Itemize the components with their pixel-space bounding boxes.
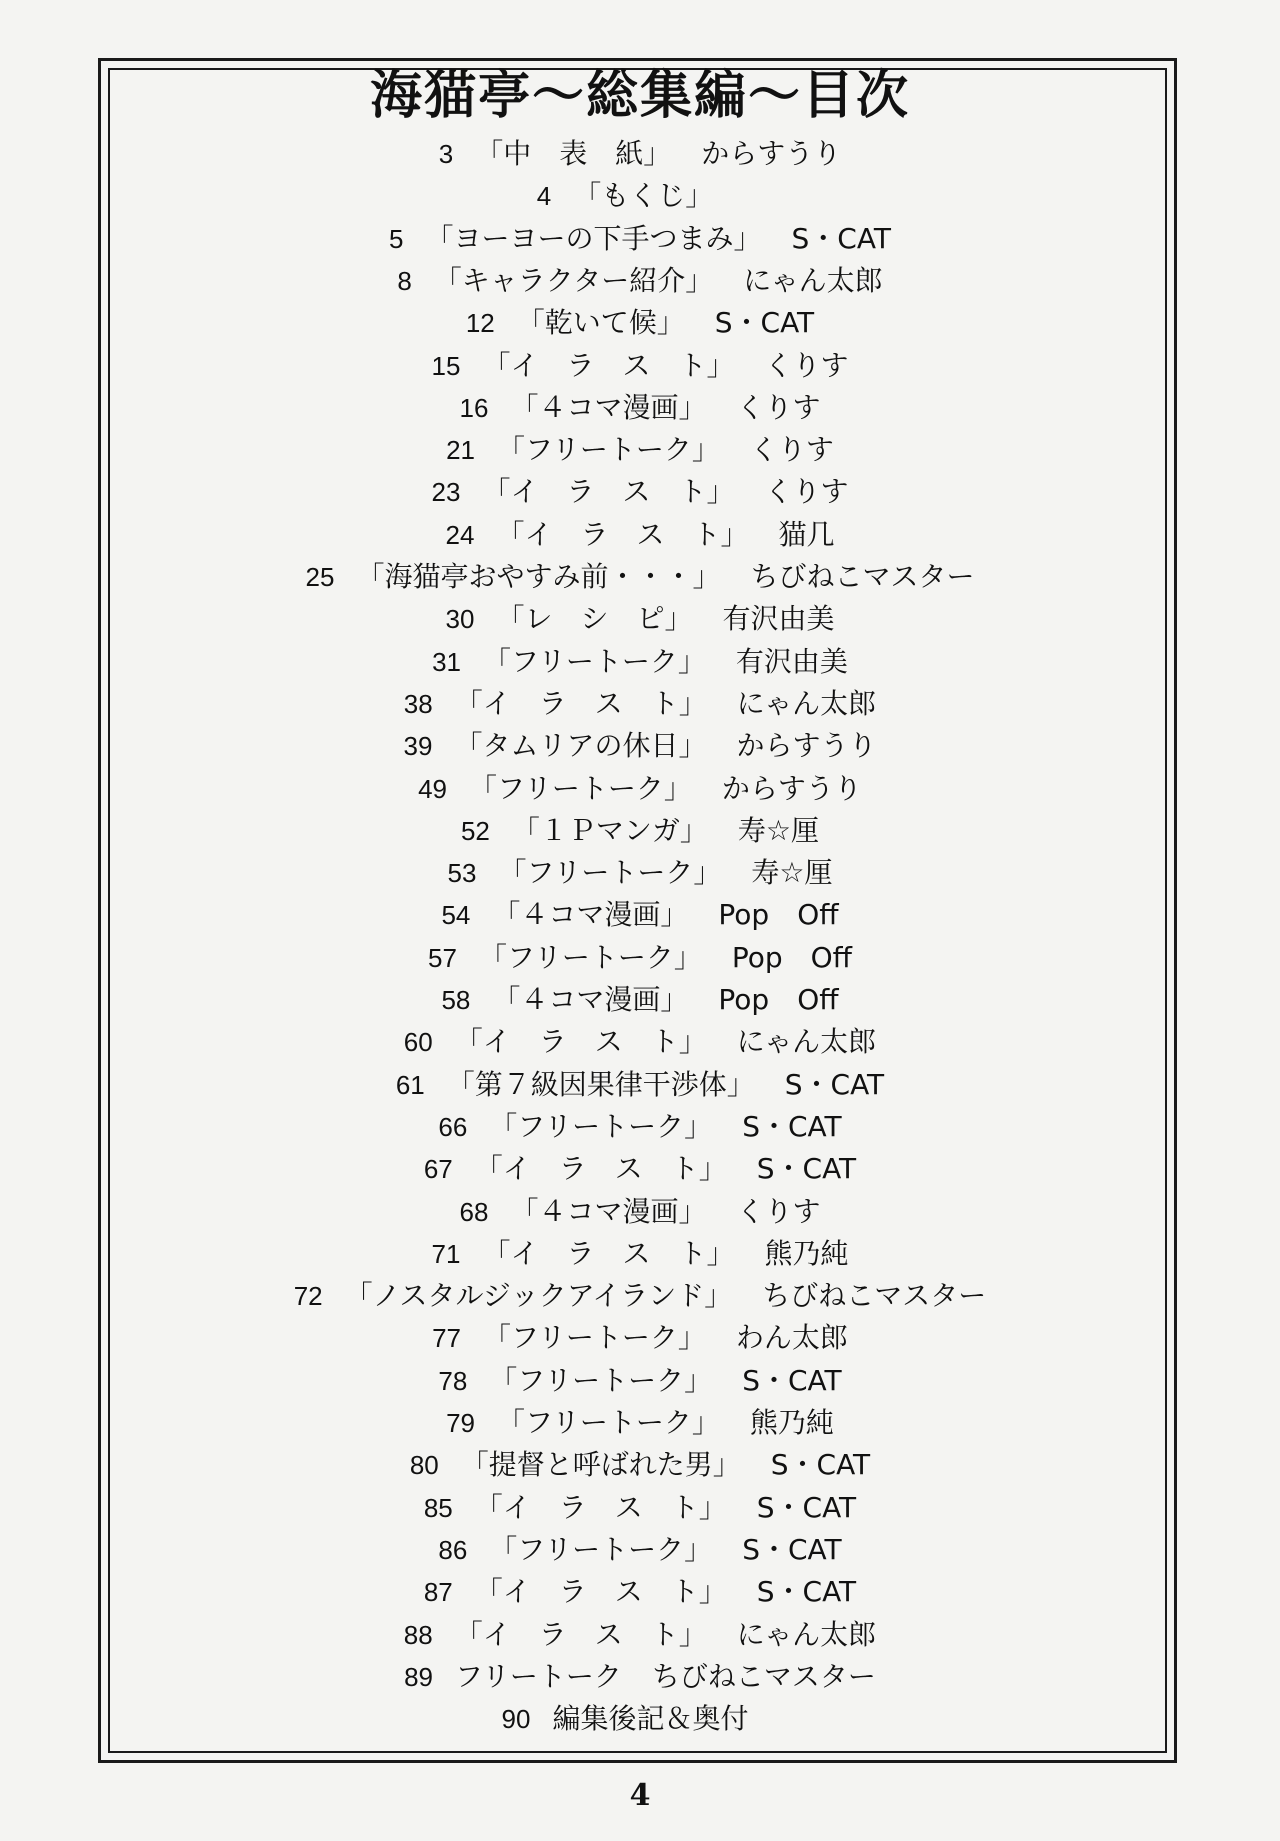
toc-entry bbox=[0, 856, 1280, 890]
toc-entry bbox=[0, 306, 1280, 340]
toc-entry bbox=[0, 644, 1280, 678]
toc-page-number: 25 bbox=[305, 562, 335, 592]
toc-author: くりす bbox=[736, 390, 821, 424]
toc-entry bbox=[0, 898, 1280, 932]
toc-page-number: 78 bbox=[438, 1365, 468, 1396]
toc-author: S・CAT bbox=[756, 1152, 857, 1186]
toc-entry bbox=[0, 390, 1280, 424]
toc-entry bbox=[0, 475, 1280, 509]
toc-page-number: 16 bbox=[459, 392, 489, 423]
toc-page-number: 68 bbox=[459, 1196, 489, 1227]
toc-title: 「海猫亭おやすみ前・・・」 bbox=[356, 560, 721, 593]
toc-author: S・CAT bbox=[756, 1575, 857, 1609]
toc-page-number: 53 bbox=[447, 858, 477, 889]
toc-page-number: 66 bbox=[438, 1111, 468, 1142]
toc-author: にゃん太郎 bbox=[736, 1025, 877, 1059]
toc-page-number: 79 bbox=[446, 1408, 475, 1438]
toc-author: にゃん太郎 bbox=[743, 263, 883, 297]
toc-author: Pop Off bbox=[731, 940, 852, 974]
toc-entry bbox=[0, 983, 1280, 1016]
toc-title: 「ヨーヨーの下手つまみ」 bbox=[425, 221, 762, 255]
toc-title: 「レ シ ピ」 bbox=[496, 602, 693, 636]
toc-entry bbox=[0, 1025, 1280, 1059]
toc-page-number: 54 bbox=[441, 900, 471, 931]
toc-author: 猫几 bbox=[778, 517, 835, 551]
toc-entry bbox=[0, 1363, 1280, 1397]
toc-page-number: 60 bbox=[403, 1027, 433, 1058]
page-title: 海猫亭～総集編～目次 bbox=[369, 65, 910, 126]
toc-author: からすうり bbox=[701, 137, 842, 170]
toc-page-number: 39 bbox=[403, 731, 433, 762]
toc-title: 「４コマ漫画」 bbox=[510, 390, 707, 424]
toc-author: ちびねこマスター bbox=[750, 560, 975, 593]
toc-author: くりす bbox=[749, 433, 834, 467]
toc-title: 「４コマ漫画」 bbox=[492, 898, 689, 932]
toc-page-number: 12 bbox=[465, 308, 495, 339]
toc-title: 「イ ラ ス ト」 bbox=[454, 1617, 707, 1651]
toc-entry bbox=[0, 940, 1280, 974]
toc-title: 「４コマ漫画」 bbox=[492, 983, 689, 1016]
toc-entry bbox=[0, 1575, 1280, 1609]
toc-title: 「フリートーク」 bbox=[497, 433, 720, 467]
toc-entry bbox=[0, 1194, 1280, 1228]
toc-title: 「ノスタルジックアイランド」 bbox=[344, 1279, 733, 1313]
toc-entry bbox=[0, 1279, 1280, 1313]
toc-author: 熊乃純 bbox=[749, 1406, 834, 1439]
toc-page-number: 4 bbox=[536, 181, 552, 212]
toc-author: ちびねこマスター bbox=[651, 1659, 876, 1693]
toc-title: 「乾いて候」 bbox=[516, 306, 685, 340]
toc-entry bbox=[0, 1532, 1280, 1566]
toc-author: からすうり bbox=[721, 771, 862, 805]
toc-title: 「イ ラ ス ト」 bbox=[474, 1490, 727, 1524]
toc-author: 有沢由美 bbox=[722, 602, 835, 636]
toc-author: くりす bbox=[736, 1194, 821, 1228]
toc-title: 「フリートーク」 bbox=[478, 940, 702, 974]
toc-page-number: 72 bbox=[293, 1281, 323, 1312]
toc-author: S・CAT bbox=[791, 221, 891, 255]
toc-page-number: 90 bbox=[501, 1704, 531, 1735]
toc-entry bbox=[0, 433, 1280, 467]
toc-author: S・CAT bbox=[784, 1067, 885, 1101]
toc-page-number: 89 bbox=[404, 1661, 433, 1692]
toc-title: 編集後記＆奥付 bbox=[552, 1702, 749, 1736]
toc-author: わん太郎 bbox=[735, 1321, 848, 1355]
toc-entry bbox=[0, 1448, 1280, 1482]
toc-entry bbox=[0, 1109, 1280, 1143]
toc-title: 「第７級因果律干渉体」 bbox=[446, 1067, 755, 1101]
toc-page-number: 31 bbox=[432, 646, 461, 677]
toc-author: にゃん太郎 bbox=[736, 686, 877, 720]
toc-author: からすうり bbox=[736, 729, 877, 763]
toc-author: 有沢由美 bbox=[735, 644, 848, 678]
toc-page-number: 38 bbox=[403, 688, 433, 719]
toc-entry bbox=[0, 1152, 1280, 1186]
toc-title: 「フリートーク」 bbox=[483, 644, 706, 678]
toc-title: 「イ ラ ス ト」 bbox=[474, 1152, 727, 1186]
toc-title: 「フリートーク」 bbox=[498, 856, 722, 890]
toc-entry bbox=[0, 517, 1280, 551]
toc-page-number: 23 bbox=[431, 477, 461, 508]
toc-title: 「もくじ」 bbox=[573, 179, 714, 213]
toc-page-number: 3 bbox=[438, 139, 454, 169]
toc-title: 「フリートーク」 bbox=[483, 1321, 706, 1355]
toc-title: 「フリートーク」 bbox=[497, 1406, 720, 1439]
toc-author: にゃん太郎 bbox=[736, 1617, 877, 1651]
toc-author: 熊乃純 bbox=[764, 1236, 849, 1270]
toc-author: 寿☆厘 bbox=[737, 813, 820, 847]
toc-author: S・CAT bbox=[742, 1109, 842, 1143]
toc-author: 寿☆厘 bbox=[751, 856, 833, 890]
toc-title: 「１Ｐマンガ」 bbox=[511, 813, 708, 847]
toc-author: S・CAT bbox=[742, 1532, 842, 1566]
toc-title: 「中 表 紙」 bbox=[475, 137, 672, 170]
toc-entry bbox=[0, 263, 1280, 297]
toc-author: S・CAT bbox=[756, 1490, 857, 1524]
toc-title: 「タムリアの休日」 bbox=[454, 729, 707, 763]
toc-title: 「イ ラ ス ト」 bbox=[454, 1025, 707, 1059]
toc-title: 「フリートーク」 bbox=[469, 771, 692, 805]
toc-entry bbox=[0, 729, 1280, 763]
toc-page-number: 77 bbox=[432, 1323, 461, 1354]
toc-entry bbox=[0, 560, 1280, 593]
toc-entry bbox=[0, 1067, 1280, 1101]
toc-page-number: 67 bbox=[423, 1154, 453, 1185]
toc-title: 「フリートーク」 bbox=[489, 1532, 713, 1566]
toc-entry bbox=[0, 1659, 1280, 1693]
toc-entry bbox=[0, 1236, 1280, 1270]
toc-entry bbox=[0, 1490, 1280, 1524]
toc-entry bbox=[0, 1617, 1280, 1651]
toc-entry bbox=[0, 813, 1280, 847]
toc-page-number: 57 bbox=[428, 942, 457, 973]
toc-title: 「イ ラ ス ト」 bbox=[474, 1575, 727, 1609]
toc-entry bbox=[0, 348, 1280, 382]
toc-page-number: 61 bbox=[395, 1069, 425, 1100]
toc-title: 「イ ラ ス ト」 bbox=[454, 686, 707, 720]
toc-entry bbox=[0, 1702, 1280, 1736]
toc-author: S・CAT bbox=[714, 306, 815, 340]
toc-title: 「提督と呼ばれた男」 bbox=[460, 1448, 741, 1482]
toc-page-number: 71 bbox=[431, 1238, 461, 1269]
toc-author: ちびねこマスター bbox=[762, 1279, 987, 1313]
toc-entry bbox=[0, 1321, 1280, 1355]
toc-title: 「フリートーク」 bbox=[489, 1363, 713, 1397]
toc-entry bbox=[0, 137, 1280, 170]
toc-entry bbox=[0, 221, 1280, 255]
toc-title: 「キャラクター紹介」 bbox=[433, 263, 714, 297]
toc-page-number: 80 bbox=[409, 1450, 439, 1481]
toc-author: くりす bbox=[764, 348, 849, 382]
toc-entry bbox=[0, 1406, 1280, 1439]
toc-page-number: 21 bbox=[446, 435, 475, 466]
toc-page-number: 86 bbox=[438, 1534, 468, 1565]
toc-title: 「イ ラ ス ト」 bbox=[482, 348, 735, 382]
toc-page-number: 24 bbox=[445, 519, 475, 550]
toc-title: 「フリートーク」 bbox=[489, 1109, 713, 1143]
toc-page-number: 52 bbox=[460, 815, 490, 846]
toc-title: フリートーク bbox=[455, 1659, 622, 1693]
toc-title: 「イ ラ ス ト」 bbox=[482, 1236, 735, 1270]
toc-page-number: 15 bbox=[431, 350, 461, 381]
toc-page-number: 8 bbox=[397, 265, 412, 296]
toc-page-number: 5 bbox=[389, 223, 404, 254]
toc-title: 「４コマ漫画」 bbox=[510, 1194, 707, 1228]
toc-author: S・CAT bbox=[742, 1363, 842, 1397]
toc-author: Pop Off bbox=[718, 898, 839, 932]
toc-author: くりす bbox=[764, 475, 849, 509]
toc-author: Pop Off bbox=[718, 983, 839, 1016]
toc-page-number: 88 bbox=[403, 1619, 433, 1650]
page-number: 4 bbox=[629, 1778, 651, 1813]
toc-entry bbox=[0, 771, 1280, 805]
toc-title: 「イ ラ ス ト」 bbox=[482, 475, 735, 509]
toc-entry bbox=[0, 602, 1280, 636]
toc-page-number: 85 bbox=[423, 1492, 453, 1523]
toc-entry bbox=[0, 686, 1280, 720]
toc-page-number: 49 bbox=[418, 773, 447, 804]
toc-entry bbox=[0, 179, 1280, 213]
toc-page-number: 58 bbox=[441, 985, 471, 1015]
toc-author: S・CAT bbox=[770, 1448, 871, 1482]
toc-page-number: 30 bbox=[445, 604, 475, 635]
toc-page-number: 87 bbox=[423, 1577, 453, 1608]
toc-title: 「イ ラ ス ト」 bbox=[496, 517, 749, 551]
